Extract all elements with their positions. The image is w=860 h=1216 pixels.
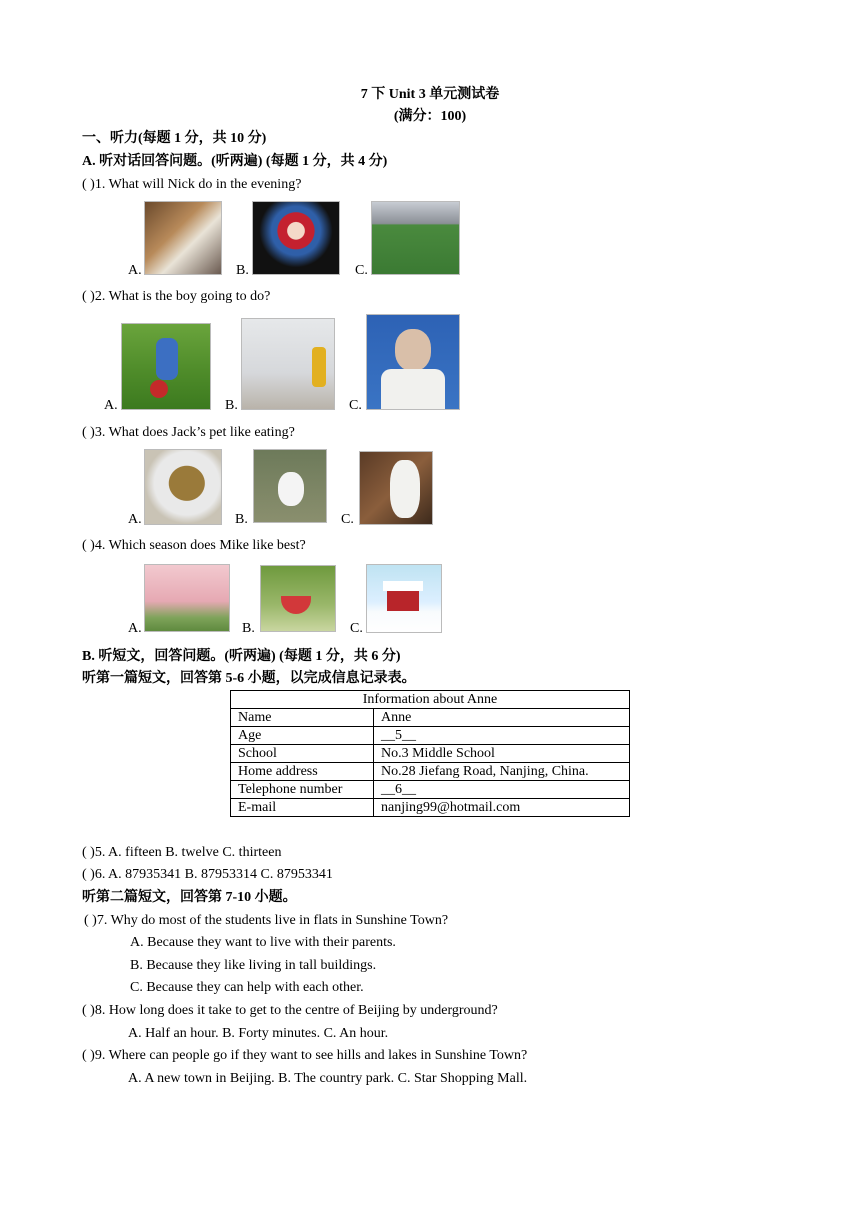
q3-option-b-label: B. bbox=[235, 512, 248, 527]
q3-option-a-label: A. bbox=[128, 512, 142, 527]
table-header-row bbox=[231, 691, 630, 709]
question-8: ( )8. How long does it take to get to the centre of Beijing by underground? bbox=[82, 1003, 498, 1018]
q3-option-c-label: C. bbox=[341, 512, 354, 527]
table-header: Information about Anne bbox=[231, 691, 630, 709]
table-cell-value: Anne bbox=[374, 709, 630, 727]
q2-option-c-label: C. bbox=[349, 398, 362, 413]
q7-option-c: C. Because they can help with each other. bbox=[130, 980, 364, 995]
winter-snowy-house-image bbox=[366, 564, 442, 633]
old-woman-image bbox=[366, 314, 460, 410]
cat-and-fish-image bbox=[144, 449, 222, 525]
summer-watermelon-image bbox=[260, 565, 336, 632]
question-4: ( )4. Which season does Mike like best? bbox=[82, 538, 306, 553]
page-subtitle: (满分：100) bbox=[393, 109, 467, 124]
peking-opera-actress-image bbox=[252, 201, 340, 275]
table-row bbox=[231, 781, 630, 799]
table-row bbox=[231, 709, 630, 727]
football-match-image bbox=[371, 201, 460, 275]
part-a-heading: A. 听对话回答问题。(听两遍) (每题 1 分，共 4 分) bbox=[82, 154, 388, 169]
table-cell-label: Telephone number bbox=[231, 781, 374, 799]
table-row bbox=[231, 745, 630, 763]
table-cell-label: Name bbox=[231, 709, 374, 727]
white-rabbit-image bbox=[253, 449, 327, 523]
q4-option-b-label: B. bbox=[242, 621, 255, 636]
table-cell-value: __6__ bbox=[374, 781, 630, 799]
old-man-reading-newspaper-image bbox=[144, 201, 222, 275]
boy-flying-kite-image bbox=[241, 318, 335, 410]
question-9: ( )9. Where can people go if they want to see hills and lakes in Sunshine Town? bbox=[82, 1048, 528, 1063]
boy-playing-football-image bbox=[121, 323, 211, 410]
question-6: ( )6. A. 87935341 B. 87953314 C. 87953341 bbox=[82, 867, 333, 882]
table-cell-value: No.28 Jiefang Road, Nanjing, China. bbox=[374, 763, 630, 781]
passage-2-instruction: 听第二篇短文，回答第 7-10 小题。 bbox=[82, 890, 297, 905]
q2-option-a-label: A. bbox=[104, 398, 118, 413]
q7-option-a: A. Because they want to live with their parents. bbox=[130, 935, 396, 950]
spring-blossom-trees-image bbox=[144, 564, 230, 632]
table-cell-value: __5__ bbox=[374, 727, 630, 745]
question-5: ( )5. A. fifteen B. twelve C. thirteen bbox=[82, 845, 282, 860]
table-cell-label: Age bbox=[231, 727, 374, 745]
table-row bbox=[231, 799, 630, 817]
question-3: ( )3. What does Jack’s pet like eating? bbox=[82, 425, 295, 440]
table-cell-label: Home address bbox=[231, 763, 374, 781]
table-cell-label: School bbox=[231, 745, 374, 763]
table-cell-value: nanjing99@hotmail.com bbox=[374, 799, 630, 817]
q8-options: A. Half an hour. B. Forty minutes. C. An hour. bbox=[128, 1026, 389, 1041]
page-title: 7 下 Unit 3 单元测试卷 bbox=[360, 87, 500, 102]
question-1: ( )1. What will Nick do in the evening? bbox=[82, 177, 302, 192]
table-row bbox=[231, 727, 630, 745]
table-row bbox=[231, 763, 630, 781]
table-cell-label: E-mail bbox=[231, 799, 374, 817]
q4-option-c-label: C. bbox=[350, 621, 363, 636]
q1-option-a-label: A. bbox=[128, 263, 142, 278]
white-cockatoo-image bbox=[359, 451, 433, 525]
q7-option-b: B. Because they like living in tall buildings. bbox=[130, 958, 377, 973]
q1-option-c-label: C. bbox=[355, 263, 368, 278]
table-cell-value: No.3 Middle School bbox=[374, 745, 630, 763]
section-heading-listening: 一、听力(每题 1 分，共 10 分) bbox=[82, 131, 267, 146]
question-7: ( )7. Why do most of the students live in flats in Sunshine Town? bbox=[84, 913, 449, 928]
question-2: ( )2. What is the boy going to do? bbox=[82, 289, 271, 304]
anne-info-table bbox=[230, 690, 630, 817]
q1-option-b-label: B. bbox=[236, 263, 249, 278]
q9-options: A. A new town in Beijing. B. The country park. C. Star Shopping Mall. bbox=[128, 1071, 528, 1086]
passage-1-instruction: 听第一篇短文，回答第 5-6 小题，以完成信息记录表。 bbox=[82, 671, 416, 686]
q2-option-b-label: B. bbox=[225, 398, 238, 413]
q4-option-a-label: A. bbox=[128, 621, 142, 636]
part-b-heading: B. 听短文，回答问题。(听两遍) (每题 1 分，共 6 分) bbox=[82, 649, 401, 664]
